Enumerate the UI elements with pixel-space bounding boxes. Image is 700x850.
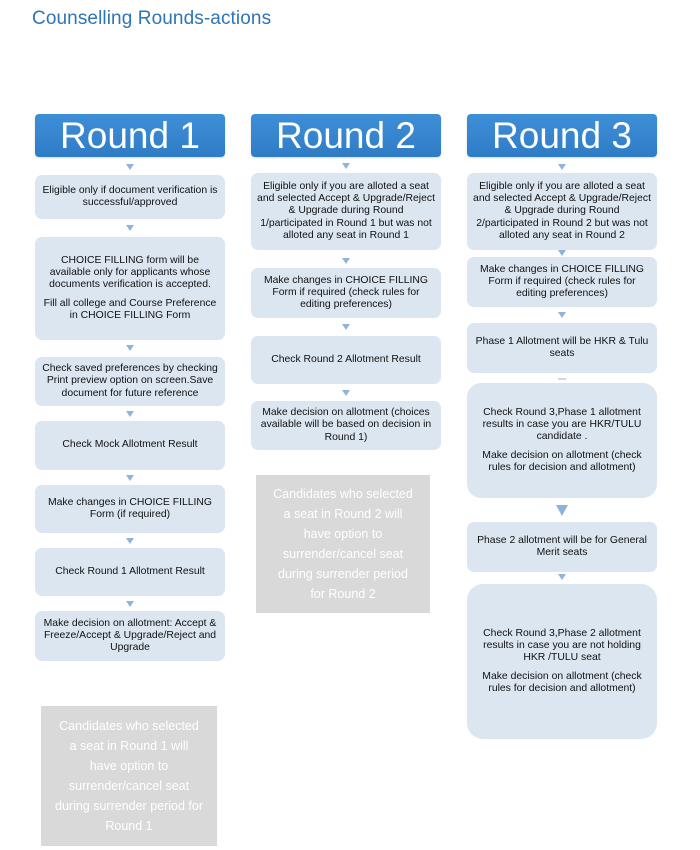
- round-2-header: Round 2: [251, 114, 441, 157]
- round-1-step-4: [35, 421, 225, 470]
- arrow-down-icon: [126, 475, 134, 481]
- arrow-down-icon: [558, 378, 566, 380]
- round-1-step-7: [35, 611, 225, 661]
- page-title: Counselling Rounds-actions: [32, 8, 272, 29]
- round-1-surrender-note: [41, 706, 217, 846]
- round-3-phase-2-step: [467, 584, 657, 739]
- round-3-step-1: [467, 173, 657, 250]
- arrow-down-icon: [558, 164, 566, 170]
- arrow-down-icon: [126, 164, 134, 170]
- step-text: Make decision on allotment (choices available will be based on decision in Round 1): [260, 407, 432, 443]
- note-text: Candidates who selected a seat in Round 1 will have option to surrender/cancel seat during surrender period for Round 1: [55, 719, 203, 833]
- step-text: Phase 2 allotment will be for General Merit seats: [477, 534, 647, 558]
- arrow-down-icon: [342, 163, 350, 169]
- round-2-column: [251, 114, 441, 443]
- step-text: Make changes in CHOICE FILLING Form (if required): [47, 496, 212, 520]
- step-text: Make decision on allotment (check rules for decision and allotment): [482, 449, 642, 473]
- round-1-column: [35, 114, 225, 654]
- round-2-step-1: [251, 173, 441, 250]
- round-1-step-1: [35, 175, 225, 219]
- step-text: Check Mock Allotment Result: [62, 439, 198, 451]
- round-1-step-6: [35, 548, 225, 596]
- step-text: Make decision on allotment: Accept & Freeze/Accept & Upgrade/Reject and Upgrade: [43, 617, 217, 654]
- arrow-down-icon: [556, 505, 568, 516]
- round-1-step-2: [35, 237, 225, 340]
- arrow-down-icon: [342, 324, 350, 330]
- arrow-down-icon: [558, 312, 566, 318]
- arrow-down-icon: [126, 411, 134, 417]
- step-text: Check Round 1 Allotment Result: [55, 565, 205, 577]
- arrow-down-icon: [342, 390, 350, 396]
- round-3-column: [467, 114, 657, 694]
- arrow-down-icon: [558, 250, 566, 256]
- step-text: CHOICE FILLING form will be available only for applicants whose documents verification is accepted.: [49, 254, 211, 291]
- arrow-down-icon: [126, 225, 134, 231]
- round-1-step-3: [35, 357, 225, 406]
- round-3-step-3: [467, 323, 657, 373]
- step-text: Eligible only if you are alloted a seat and selected Accept & Upgrade/Reject & Upgrade during Round 2/participated in Round 2 but was not alloted any seat in Round 2: [473, 180, 651, 241]
- round-2-step-3: [251, 336, 441, 384]
- step-text: Eligible only if document verification is successful/approved: [42, 184, 218, 208]
- round-1-step-5: [35, 485, 225, 533]
- round-3-step-5: [467, 522, 657, 572]
- round-1-header: Round 1: [35, 114, 225, 157]
- step-text: Check Round 3,Phase 1 allotment results in case you are HKR/TULU candidate .: [482, 406, 642, 443]
- note-text: Candidates who selected a seat in Round 2 will have option to surrender/cancel seat during surrender period for Round 2: [273, 487, 413, 601]
- step-text: Check Round 2 Allotment Result: [271, 353, 421, 365]
- round-3-phase-1-step: [467, 383, 657, 498]
- step-text: Fill all college and Course Preference in CHOICE FILLING Form: [43, 297, 217, 321]
- round-2-step-4: [251, 401, 441, 450]
- arrow-down-icon: [558, 574, 566, 580]
- round-2-step-2: [251, 268, 441, 318]
- round-3-header: Round 3: [467, 114, 657, 157]
- round-2-surrender-note: [256, 475, 430, 613]
- step-text: Eligible only if you are alloted a seat and selected Accept & Upgrade/Reject & Upgrade during Round 1/participated in Round 1 but was not alloted any seat in Round 1: [257, 180, 435, 241]
- step-text: Check Round 3,Phase 2 allotment results in case you are not holding HKR /TULU seat: [483, 627, 641, 664]
- arrow-down-icon: [126, 345, 134, 351]
- arrow-down-icon: [342, 258, 350, 264]
- step-text: Make decision on allotment (check rules for decision and allotment): [482, 670, 642, 694]
- step-text: Phase 1 Allotment will be HKR & Tulu seats: [475, 335, 649, 359]
- round-3-step-2: [467, 257, 657, 307]
- arrow-down-icon: [126, 538, 134, 544]
- arrow-down-icon: [126, 601, 134, 607]
- step-text: Make changes in CHOICE FILLING Form if required (check rules for editing preferences): [263, 274, 428, 311]
- step-text: Check saved preferences by checking Print preview option on screen.Save document for future reference: [42, 363, 218, 399]
- step-text: Make changes in CHOICE FILLING Form if required (check rules for editing preferences): [479, 263, 644, 300]
